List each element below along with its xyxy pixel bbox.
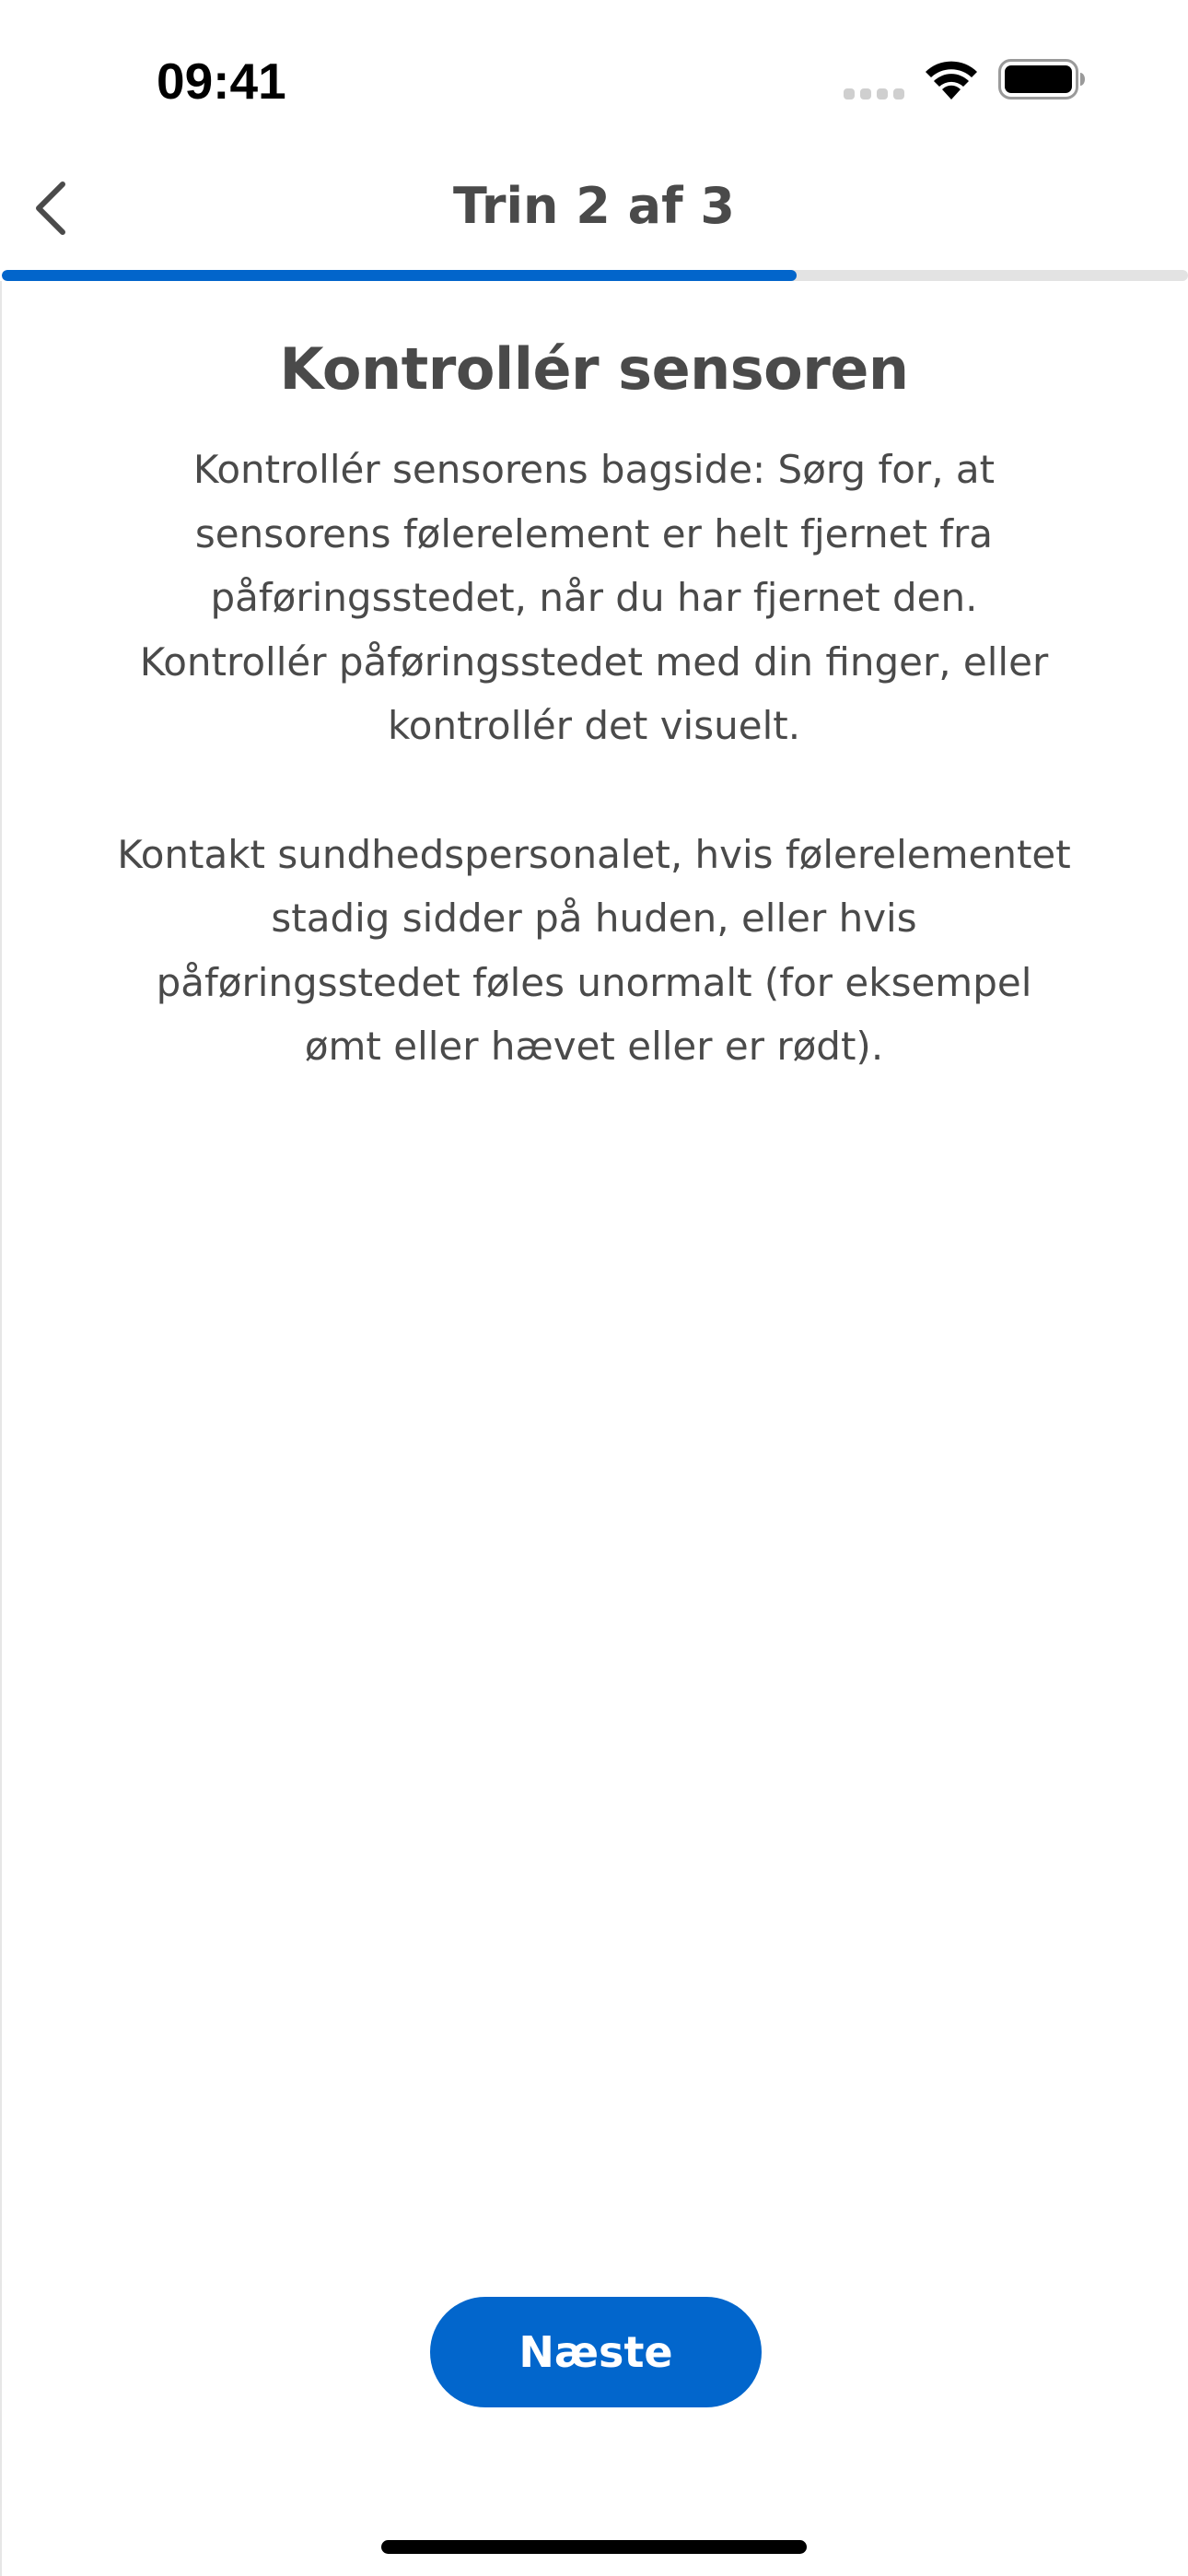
paragraph1-line: kontrollér det visuelt.: [387, 703, 801, 749]
paragraph1-line: påføringsstedet, når du har fjernet den.: [210, 575, 978, 621]
battery-icon: [998, 59, 1087, 100]
paragraph2-line: ømt eller hævet eller er rødt).: [304, 1024, 884, 1070]
paragraph2-line: påføringsstedet føles unormalt (for eksempel: [156, 959, 1032, 1005]
next-button-label: Næste: [518, 2327, 673, 2377]
step-progress-bar: [2, 270, 1188, 281]
paragraph1-line: Kontrollér sensorens bagside: Sørg for, at: [192, 447, 996, 492]
wifi-icon: [924, 59, 979, 100]
next-button[interactable]: [430, 2297, 762, 2407]
paragraph1-line: Kontrollér påføringsstedet med din finger, eller: [139, 638, 1049, 685]
cellular-signal-icon: [844, 88, 904, 100]
paragraph2-line: Kontakt sundhedspersonalet, hvis følerelementet: [117, 831, 1071, 877]
page-heading: Kontrollér sensoren: [279, 335, 909, 403]
status-time: 09:41: [157, 53, 286, 110]
paragraph-gap: [64, 758, 1124, 823]
page-edge-divider: [0, 281, 2, 2576]
instructions-text: [64, 438, 1124, 1079]
paragraph1-line: sensorens følerelement er helt fjernet fra: [194, 510, 994, 556]
step-progress-fill: [2, 270, 797, 281]
paragraph2-line: stadig sidder på huden, eller hvis: [271, 896, 917, 942]
home-indicator[interactable]: [381, 2540, 807, 2554]
step-title: Trin 2 af 3: [453, 177, 735, 235]
